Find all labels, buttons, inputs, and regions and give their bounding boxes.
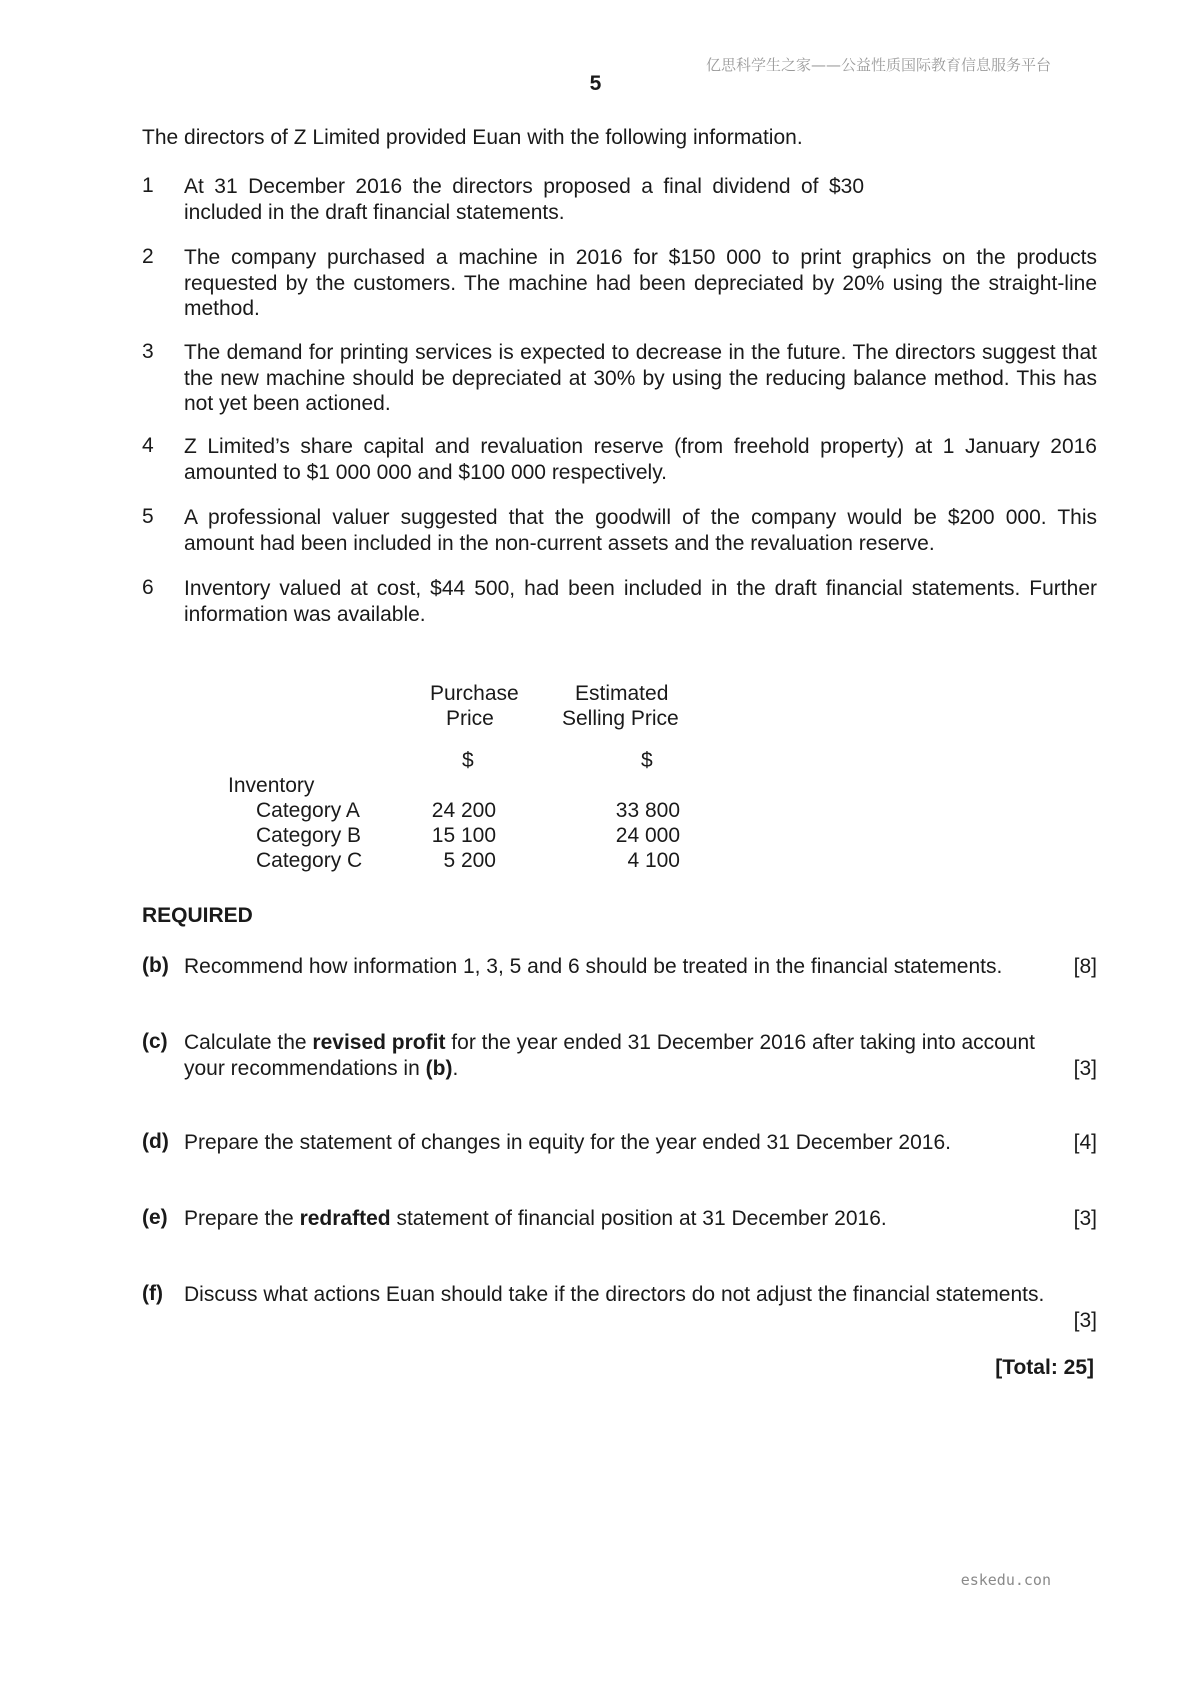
info-item-5 — [142, 505, 1097, 556]
question-label: (d) — [142, 1130, 169, 1153]
purchase-price-header: Price — [446, 707, 494, 730]
question-d — [142, 1130, 1097, 1156]
info-number: 5 — [142, 505, 154, 528]
intro-paragraph: The directors of Z Limited provided Euan with the following information. — [142, 126, 803, 149]
category-label: Category A — [256, 799, 360, 822]
question-text-line-2 — [184, 1056, 1097, 1082]
question-marks: [8] — [1073, 955, 1097, 978]
question-marks: [3] — [1073, 1207, 1097, 1230]
question-text: Prepare the statement of changes in equity for the year ended 31 December 2016. — [184, 1131, 951, 1154]
info-text: The company purchased a machine in 2016 for $150 000 to print graphics on the products requested by the customers. The machine had been depreciated by 20% using the straight-line method. — [184, 246, 1097, 320]
purchase-price-header: Purchase — [430, 682, 519, 705]
total-marks: [Total: 25] — [995, 1356, 1094, 1379]
footer-url: eskedu.con — [960, 1571, 1051, 1589]
question-label: (e) — [142, 1206, 168, 1229]
category-label: Category B — [256, 824, 362, 847]
question-label: (c) — [142, 1030, 168, 1053]
selling-price-header: Selling Price — [562, 707, 679, 730]
text-segment: Calculate the — [184, 1031, 313, 1054]
text-segment: . — [452, 1057, 459, 1080]
selling-value: 24 000 — [615, 824, 680, 847]
selling-value: 33 800 — [615, 799, 680, 822]
info-text: Inventory valued at cost, $44 500, had been included in the draft financial statements. Further information was available. — [184, 577, 1097, 626]
info-number: 4 — [142, 434, 154, 457]
question-marks: [3] — [1073, 1057, 1097, 1080]
text-segment: statement of financial position at 31 December 2016. — [390, 1207, 887, 1230]
info-text: The demand for printing services is expected to decrease in the future. The directors suggest that the new machine should be depreciated at 30% by using the reducing balance method. This has not yet been actioned. — [184, 341, 1097, 415]
inventory-group-label: Inventory — [228, 774, 315, 797]
text-segment: your recommendations in — [184, 1057, 426, 1080]
question-label: (b) — [142, 954, 169, 977]
text-segment: Prepare the — [184, 1207, 300, 1230]
info-text: Z Limited’s share capital and revaluation reserve (from freehold property) at 1 January 2016 amounted to $1 000 000 and $100 000 respectively. — [184, 435, 1097, 484]
selling-value: 4 100 — [627, 849, 680, 872]
bold-segment: (b) — [425, 1057, 453, 1080]
question-label: (f) — [142, 1282, 163, 1305]
info-number: 6 — [142, 576, 154, 599]
purchase-value: 5 200 — [443, 849, 496, 872]
required-heading: REQUIRED — [142, 904, 253, 927]
bold-segment: revised profit — [312, 1031, 446, 1054]
info-number: 2 — [142, 245, 154, 268]
question-marks: [4] — [1073, 1131, 1097, 1154]
question-b — [142, 954, 1097, 980]
info-item-3 — [142, 340, 1097, 417]
info-number: 3 — [142, 340, 154, 363]
question-text: Discuss what actions Euan should take if the directors do not adjust the financial statements. — [184, 1283, 1045, 1306]
info-text: A professional valuer suggested that the goodwill of the company would be $200 000. This amount had been included in the non-current assets and the revaluation reserve. — [184, 506, 1097, 555]
bold-segment: redrafted — [299, 1207, 391, 1230]
question-f — [142, 1282, 1097, 1334]
info-item-4 — [142, 434, 1097, 485]
question-c — [142, 1030, 1097, 1082]
info-item-1 — [142, 174, 1097, 225]
inventory-table — [0, 681, 1191, 881]
question-e — [142, 1206, 1097, 1232]
question-marks: [3] — [1073, 1309, 1097, 1332]
info-item-6 — [142, 576, 1097, 627]
text-segment: for the year ended 31 December 2016 after taking into account — [445, 1031, 1036, 1054]
question-text-line-1 — [184, 1030, 1097, 1056]
info-text: At 31 December 2016 the directors proposed a final dividend of $30 included in the draft financial statements. — [184, 175, 864, 224]
purchase-value: 15 100 — [431, 824, 496, 847]
info-number: 1 — [142, 174, 154, 197]
question-text: Recommend how information 1, 3, 5 and 6 should be treated in the financial statements. — [184, 955, 1003, 978]
watermark-text: 亿思科学生之家——公益性质国际教育信息服务平台 — [705, 56, 1051, 74]
purchase-value: 24 200 — [431, 799, 496, 822]
currency-symbol: $ — [641, 749, 653, 772]
page-number: 5 — [589, 72, 602, 95]
selling-price-header: Estimated — [575, 682, 669, 705]
info-item-2 — [142, 245, 1097, 322]
category-label: Category C — [256, 849, 363, 872]
currency-symbol: $ — [462, 749, 474, 772]
